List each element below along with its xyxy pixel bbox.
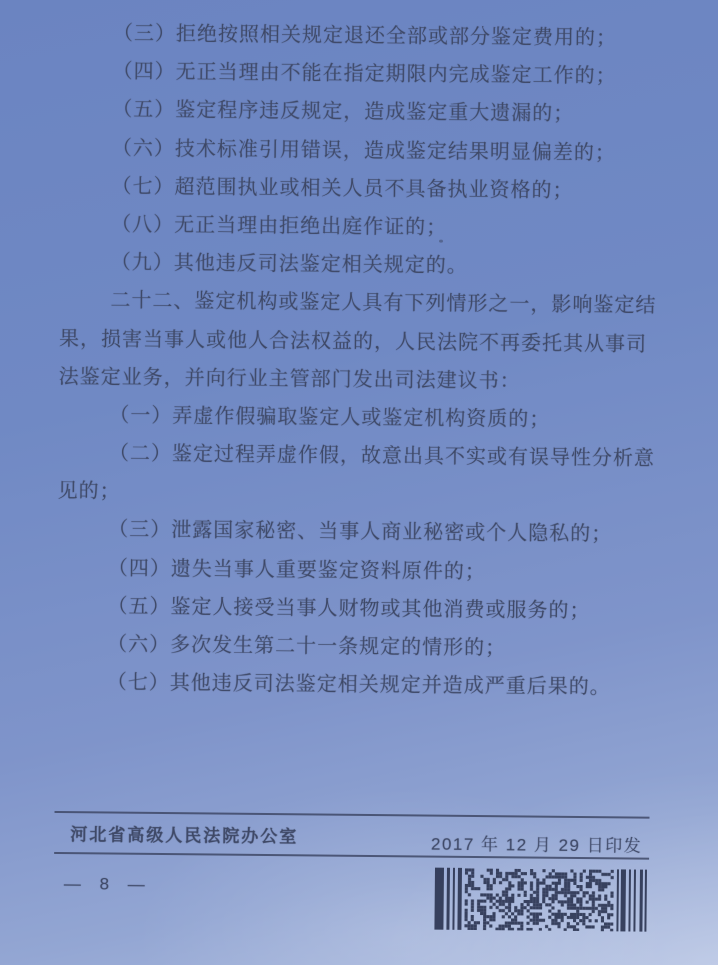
text-line: （五）鉴定人接受当事人财物或其他消费或服务的； — [107, 595, 591, 622]
text-line: （四）遗失当事人重要鉴定资料原件的； — [107, 557, 486, 583]
footer-office-label: 河北省高级人民法院办公室 — [70, 825, 299, 847]
text-line: （七）超范围执业或相关人员不具备执业资格的； — [111, 175, 574, 202]
footer-rule-top — [55, 811, 650, 819]
text-line: （九）其他违反司法鉴定相关规定的。 — [110, 251, 468, 278]
text-line: 法鉴定业务，并向行业主管部门发出司法建议书： — [58, 365, 521, 393]
text-line: （四）无正当理由不能在指定期限内完成鉴定工作的； — [112, 60, 617, 88]
text-line: （六）多次发生第二十一条规定的情形的； — [107, 633, 507, 660]
barcode-2d-icon — [434, 868, 649, 932]
paper-speck — [439, 240, 443, 243]
text-line: （一）弄虚作假骗取鉴定人或鉴定机构资质的； — [109, 404, 551, 431]
text-line: 见的； — [57, 480, 121, 503]
text-line: 二十二、鉴定机构或鉴定人具有下列情形之一，影响鉴定结 — [110, 289, 657, 318]
text-line: （六）技术标准引用错误，造成鉴定结果明显偏差的； — [111, 137, 616, 164]
text-line: （七）其他违反司法鉴定相关规定并造成严重后果的。 — [106, 671, 611, 699]
text-line: 果，损害当事人或他人合法权益的，人民法院不再委托其从事司 — [58, 327, 648, 356]
text-line: （三）拒绝按照相关规定退还全部或部分鉴定费用的； — [112, 22, 618, 50]
document-body — [56, 14, 663, 707]
footer-date-label: 2017 年 12 月 29 日印发 — [430, 834, 643, 856]
text-line: （八）无正当理由拒绝出庭作证的； — [111, 213, 448, 239]
text-line: （三）泄露国家秘密、当事人商业秘密或个人隐私的； — [108, 518, 613, 546]
text-line: （二）鉴定过程弄虚作假，故意出具不实或有误导性分析意 — [108, 442, 656, 470]
page-number: — 8 — — [63, 874, 152, 894]
text-line: （五）鉴定程序违反规定，造成鉴定重大遗漏的； — [112, 98, 575, 126]
